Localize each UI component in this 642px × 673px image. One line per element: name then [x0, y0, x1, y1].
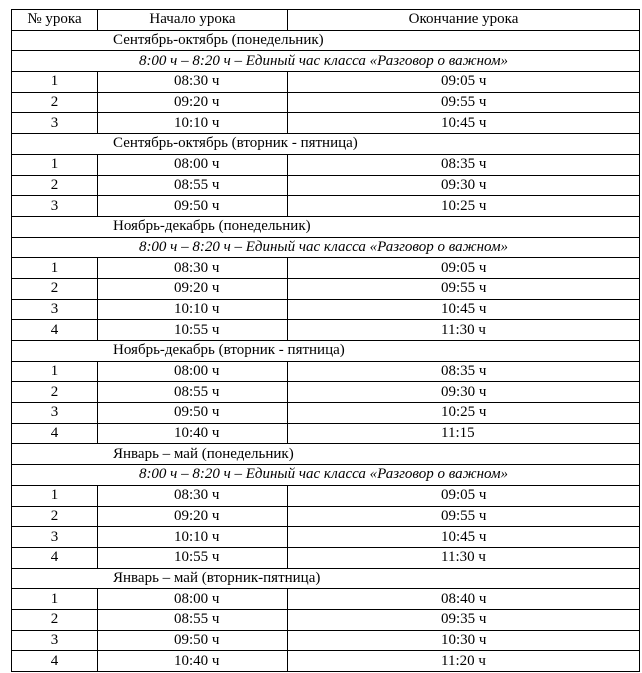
lesson-number-cell: 1 [12, 485, 98, 506]
header-row [12, 10, 640, 31]
lesson-schedule-table [11, 9, 640, 672]
lesson-end-cell: 11:30 ч [288, 320, 640, 341]
table-row [12, 506, 640, 527]
lesson-end-cell: 10:45 ч [288, 527, 640, 548]
table-row [12, 258, 640, 279]
note-row [12, 237, 640, 258]
section-row [12, 341, 640, 362]
note-row [12, 51, 640, 72]
lesson-number-cell: 1 [12, 589, 98, 610]
table-row [12, 589, 640, 610]
section-title: Ноябрь-декабрь (понедельник) [12, 216, 640, 237]
section-title: Сентябрь-октябрь (понедельник) [12, 30, 640, 51]
section-row [12, 216, 640, 237]
lesson-start-cell: 09:20 ч [98, 278, 288, 299]
lesson-number-cell: 3 [12, 299, 98, 320]
table-row [12, 154, 640, 175]
lesson-number-cell: 4 [12, 547, 98, 568]
table-row [12, 278, 640, 299]
lesson-end-cell: 09:05 ч [288, 72, 640, 93]
lesson-start-cell: 10:40 ч [98, 423, 288, 444]
lesson-start-cell: 09:50 ч [98, 630, 288, 651]
lesson-start-cell: 08:55 ч [98, 609, 288, 630]
lesson-start-cell: 08:00 ч [98, 154, 288, 175]
section-title: Январь – май (вторник-пятница) [12, 568, 640, 589]
lesson-end-cell: 10:45 ч [288, 299, 640, 320]
lesson-start-cell: 10:55 ч [98, 547, 288, 568]
section-title: Сентябрь-октябрь (вторник - пятница) [12, 134, 640, 155]
table-row [12, 382, 640, 403]
lesson-number-cell: 1 [12, 72, 98, 93]
lesson-end-cell: 09:55 ч [288, 278, 640, 299]
table-row [12, 609, 640, 630]
lesson-end-cell: 08:40 ч [288, 589, 640, 610]
lesson-start-cell: 10:55 ч [98, 320, 288, 341]
class-hour-note: 8:00 ч – 8:20 ч – Единый час класса «Разговор о важном» [12, 237, 640, 258]
lesson-end-cell: 10:25 ч [288, 196, 640, 217]
table-row [12, 423, 640, 444]
class-hour-note: 8:00 ч – 8:20 ч – Единый час класса «Разговор о важном» [12, 51, 640, 72]
section-row [12, 30, 640, 51]
lesson-number-cell: 1 [12, 361, 98, 382]
lesson-end-cell: 11:15 [288, 423, 640, 444]
lesson-end-cell: 08:35 ч [288, 361, 640, 382]
note-row [12, 465, 640, 486]
section-row [12, 134, 640, 155]
header-lesson-number: № урока [12, 10, 98, 31]
lesson-end-cell: 09:05 ч [288, 485, 640, 506]
lesson-end-cell: 11:20 ч [288, 651, 640, 672]
lesson-number-cell: 1 [12, 258, 98, 279]
lesson-start-cell: 09:50 ч [98, 403, 288, 424]
lesson-end-cell: 10:45 ч [288, 113, 640, 134]
section-row [12, 568, 640, 589]
lesson-number-cell: 2 [12, 382, 98, 403]
lesson-start-cell: 08:30 ч [98, 72, 288, 93]
lesson-number-cell: 2 [12, 278, 98, 299]
lesson-number-cell: 3 [12, 403, 98, 424]
lesson-number-cell: 2 [12, 92, 98, 113]
lesson-number-cell: 4 [12, 423, 98, 444]
table-row [12, 547, 640, 568]
table-row [12, 651, 640, 672]
lesson-end-cell: 08:35 ч [288, 154, 640, 175]
lesson-start-cell: 10:10 ч [98, 113, 288, 134]
lesson-end-cell: 09:30 ч [288, 175, 640, 196]
lesson-end-cell: 09:05 ч [288, 258, 640, 279]
table-row [12, 72, 640, 93]
table-row [12, 113, 640, 134]
lesson-number-cell: 4 [12, 651, 98, 672]
lesson-end-cell: 11:30 ч [288, 547, 640, 568]
lesson-start-cell: 08:00 ч [98, 361, 288, 382]
lesson-start-cell: 10:10 ч [98, 527, 288, 548]
lesson-number-cell: 2 [12, 506, 98, 527]
header-lesson-start: Начало урока [98, 10, 288, 31]
lesson-number-cell: 3 [12, 630, 98, 651]
lesson-end-cell: 10:30 ч [288, 630, 640, 651]
lesson-end-cell: 09:55 ч [288, 506, 640, 527]
schedule-body [12, 30, 640, 671]
lesson-start-cell: 09:20 ч [98, 92, 288, 113]
lesson-number-cell: 3 [12, 527, 98, 548]
lesson-number-cell: 2 [12, 175, 98, 196]
table-row [12, 320, 640, 341]
lesson-number-cell: 3 [12, 113, 98, 134]
table-row [12, 403, 640, 424]
lesson-end-cell: 09:30 ч [288, 382, 640, 403]
lesson-start-cell: 08:55 ч [98, 382, 288, 403]
table-row [12, 299, 640, 320]
table-row [12, 196, 640, 217]
lesson-end-cell: 09:35 ч [288, 609, 640, 630]
lesson-end-cell: 09:55 ч [288, 92, 640, 113]
lesson-start-cell: 08:55 ч [98, 175, 288, 196]
lesson-start-cell: 10:10 ч [98, 299, 288, 320]
section-title: Ноябрь-декабрь (вторник - пятница) [12, 341, 640, 362]
table-row [12, 630, 640, 651]
table-row [12, 527, 640, 548]
table-row [12, 361, 640, 382]
lesson-number-cell: 2 [12, 609, 98, 630]
class-hour-note: 8:00 ч – 8:20 ч – Единый час класса «Разговор о важном» [12, 465, 640, 486]
lesson-start-cell: 10:40 ч [98, 651, 288, 672]
header-lesson-end: Окончание урока [288, 10, 640, 31]
lesson-number-cell: 3 [12, 196, 98, 217]
lesson-start-cell: 08:30 ч [98, 485, 288, 506]
lesson-start-cell: 09:50 ч [98, 196, 288, 217]
lesson-start-cell: 08:30 ч [98, 258, 288, 279]
lesson-start-cell: 08:00 ч [98, 589, 288, 610]
lesson-number-cell: 1 [12, 154, 98, 175]
table-row [12, 175, 640, 196]
section-title: Январь – май (понедельник) [12, 444, 640, 465]
table-row [12, 485, 640, 506]
table-row [12, 92, 640, 113]
lesson-end-cell: 10:25 ч [288, 403, 640, 424]
lesson-number-cell: 4 [12, 320, 98, 341]
lesson-start-cell: 09:20 ч [98, 506, 288, 527]
section-row [12, 444, 640, 465]
